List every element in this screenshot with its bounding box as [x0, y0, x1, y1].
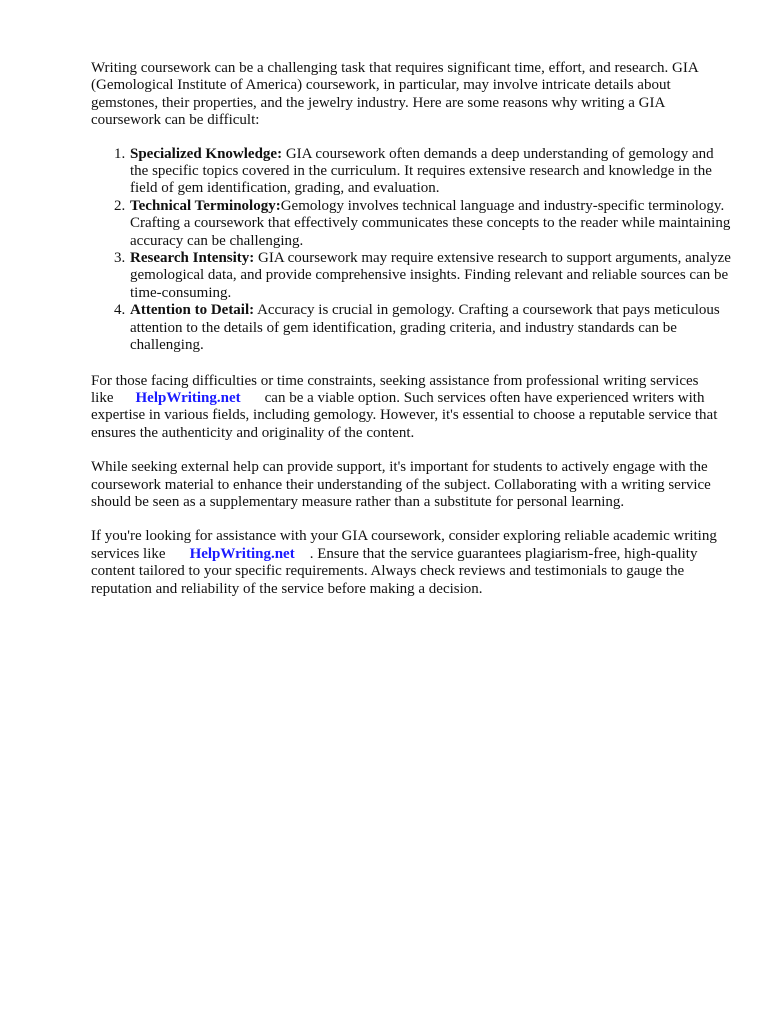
- assistance-paragraph: [91, 373, 731, 443]
- closing-paragraph: [91, 528, 731, 598]
- helpwriting-link[interactable]: HelpWriting.net: [189, 545, 295, 562]
- intro-paragraph: Writing coursework can be a challenging task that requires significant time, effort, and research. GIA (Gemological Institute of America) coursework, in particular, may involve intricate details about gemstones, their properties, and the jewelry industry. Here are some reasons why writing a GIA coursework can be difficult:: [91, 60, 698, 129]
- engagement-paragraph: While seeking external help can provide support, it's important for students to actively engage with the coursework material to enhance their understanding of the subject. Collaborating with a writing service should be seen as a supplementary measure rather than a substitute for personal learning.: [91, 459, 711, 510]
- paragraph-text: . Ensure that the service guarantees plagiarism-free, high-quality content tailored to your specific requirements. Always check reviews and testimonials to gauge the reputation and reliability of the service before making a decision.: [91, 545, 698, 597]
- list-item-attention-to-detail: [129, 302, 731, 354]
- helpwriting-link[interactable]: HelpWriting.net: [135, 389, 241, 406]
- list-item-specialized-knowledge: [129, 146, 731, 198]
- paragraph-text: For those facing difficulties or time constraints, seeking assistance from professional writing services like: [91, 372, 699, 406]
- list-item-technical-terminology: [129, 198, 731, 250]
- list-item-text: Gemology involves technical language and industry-specific terminology. Crafting a coursework that effectively communicates these concepts to the reader while maintaining accuracy can be challenging.: [130, 197, 731, 249]
- reasons-list: [91, 146, 731, 355]
- paragraph-text: If you're looking for assistance with your GIA coursework, consider exploring reliable academic writing services like: [91, 528, 717, 562]
- list-item-text: Accuracy is crucial in gemology. Crafting a coursework that pays meticulous attention to the details of gem identification, grading criteria, and industry standards can be challenging.: [130, 302, 720, 354]
- list-item-term: Technical Terminology:: [130, 197, 281, 214]
- list-item-text: GIA coursework may require extensive research to support arguments, analyze gemological data, and provide comprehensive insights. Finding relevant and reliable sources can be time-consuming.: [130, 250, 731, 301]
- list-item-term: Attention to Detail:: [130, 302, 255, 319]
- document-page: [91, 60, 731, 615]
- paragraph-text: can be a viable option. Such services often have experienced writers with expertise in various fields, including gemology. However, it's essential to choose a reputable service that ensures the authenticity and originality of the content.: [91, 389, 718, 441]
- list-item-term: Specialized Knowledge:: [130, 145, 283, 162]
- list-item-research-intensity: [129, 250, 731, 302]
- list-item-term: Research Intensity:: [130, 250, 255, 267]
- list-item-text: GIA coursework often demands a deep understanding of gemology and the specific topics covered in the curriculum. It requires extensive research and knowledge in the field of gem identification, grading, and evaluation.: [130, 145, 714, 197]
